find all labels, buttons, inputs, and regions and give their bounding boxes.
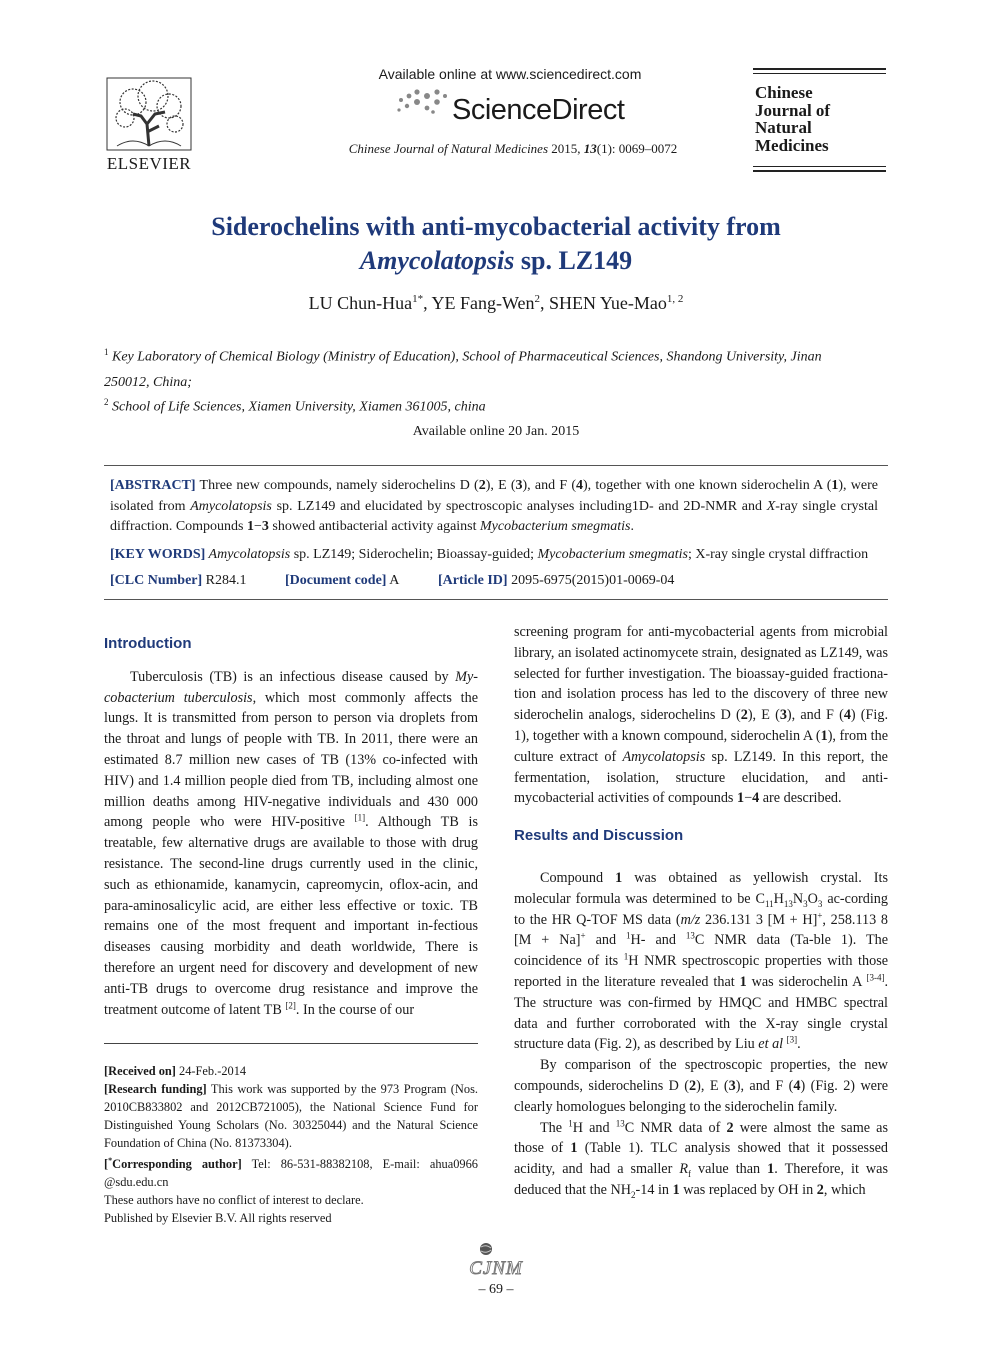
sciencedirect-dots-icon xyxy=(393,86,453,116)
cjnm-logo xyxy=(456,1240,536,1280)
cjnm-logo-text: CJNM xyxy=(469,1258,523,1279)
journal-name: Chinese Journal of Natural Medicines xyxy=(755,83,831,155)
results-paragraph-1: Compound 1 was obtained as yellowish crystal. Its molecular formula was determined to be $C_{11}H_{13}N_3O_3$ ac-cording to the HR Q-TOF MS data (m/z 236.131 3 [M + H]+, 258.113 8 [M + Na]+ and $^1$H- and $^{13}$C NMR data (Ta-ble 1). The coincidence of its $^1$H NMR spectroscopic properties with those reported in the literature revealed that 1 was siderochelin A [3-4]. The structure was con-firmed by HMQC and HMBC spectral data and further corroborated with the X-ray single crystal structure data (Fig. 2), as described by Liu et al [3]. xyxy=(514,869,889,1053)
results-paragraph-3: The $^1$H and $^{13}$C NMR data of 2 were almost the same as those of 1 (Table 1). TLC analysis showed that it possessed acidity, and had a smaller $R_f$ value than 1. Therefore, it was deduced that the $NH_2-14$ in 1 was replaced by OH in 2, which xyxy=(514,1117,888,1200)
research-funding: [Research funding] This work was supported by the 973 Program (Nos. 2010CB833802 and 2012CB721005), the National Science Fund for Distinguished Young Scholars (No. 30325044) and the Natural Science Foundation of China (No. 81373304). xyxy=(104,1082,478,1150)
affiliation-2: $^2$ School of Life Sciences, Xiamen University, Xiamen 361005, china xyxy=(104,397,486,415)
globe-icon xyxy=(480,1243,492,1255)
citation-journal: Chinese Journal of Natural Medicines xyxy=(348,141,549,156)
left-column xyxy=(104,634,478,1020)
results-paragraph-2: By comparison of the spectroscopic properties, the new compounds, siderochelins D (2), E (3), and F (4) (Fig. 2) were clearly homologues belonging to the siderochelin family. xyxy=(514,1057,889,1115)
citation-volume: 13 xyxy=(583,141,597,156)
author-list: LU Chun-Hua$^{1*}$, YE Fang-Wen$^2$, SHEN Yue-Mao$^{1, 2}$ xyxy=(308,293,684,313)
journal-name-box xyxy=(753,68,886,172)
article-title: Siderochelins with anti-mycobacterial activity from Amycolatopsis sp. LZ149 xyxy=(211,212,781,275)
received-date: [Received on] 24-Feb.-2014 xyxy=(104,1064,247,1078)
page-number: – 69 – xyxy=(478,1282,514,1297)
document-code: [Document code] A xyxy=(285,573,400,588)
available-online-url[interactable]: Available online at www.sciencedirect.com xyxy=(378,66,642,82)
available-online-date: Available online 20 Jan. 2015 xyxy=(412,424,580,439)
article-id: [Article ID] 2095-6975(2015)01-0069-04 xyxy=(438,573,675,588)
footnotes xyxy=(104,1062,478,1227)
elsevier-wordmark: ELSEVIER xyxy=(106,154,192,173)
tree-icon xyxy=(103,74,195,154)
keywords: [KEY WORDS] Amycolatopsis sp. LZ149; Siderochelin; Bioassay-guided; Mycobacterium smegmatis; X-ray single crystal diffraction xyxy=(110,547,869,562)
corresponding-author: [*Corresponding author] Tel: 86-531-88382108, E-mail: ahua0966 @sdu.edu.cn xyxy=(104,1156,478,1190)
abstract: [ABSTRACT] Three new compounds, namely siderochelins D (2), E (3), and F (4), together with one known siderochelin A (1), were isolated from Amycolatopsis sp. LZ149 and elucidated by spectroscopic analyses including1D- and 2D-NMR and X-ray single crystal diffraction. Compounds 1−3 showed antibacterial activity against Mycobacterium smegmatis. xyxy=(110,478,878,534)
sciencedirect-wordmark: ScienceDirect xyxy=(452,94,625,126)
abstract-top-rule xyxy=(104,465,888,466)
intro-continuation: screening program for anti-mycobacterial agents from microbial library, an isolated actinomycete strain, designated as LZ149, was selected for further investigation. The bioassay-guided fractiona-tion and isolation process has led to the discovery of three new siderochelin analogs, siderochelins D (2), E (3), and F (4) (Fig. 1), together with a known compound, siderochelin A (1), from the culture extract of Amycolatopsis sp. LZ149. In this report, the fermentation, isolation, structure elucidation, and anti-mycobacterial activities of compounds 1−4 are described. xyxy=(514,624,888,807)
intro-paragraph: Tuberculosis (TB) is an infectious disease caused by My-cobacterium tuberculosis, which most commonly affects the lungs. It is transmitted from person to person via droplets from the throat and lungs of people with TB. In 2011, there were an estimated 8.7 million new cases of TB (13% co-infected with HIV) and 1.4 million people died from TB, including almost one million deaths among HIV-negative individuals and 430 000 among people who were HIV-positive [1]. Although TB is treatable, few alternative drugs are available to those with drug resistance. The second-line drugs currently used in the clinic, such as ethionamide, kanamycin, capreomycin, oflox-acin, and para-aminosalicylic acid, are either less effective or toxic. TB remains one of the most frequent and important in-fectious diseases causing morbidity and death worldwide, There is therefore an urgent need for discovery and development of new anti-TB drugs to overcome drug resistance and improve the treatment outcome of latent TB [2]. In the course of our xyxy=(104,668,478,1018)
clc-number: [CLC Number] R284.1 xyxy=(110,573,247,588)
right-column xyxy=(514,622,888,1201)
citation-year: 2015, xyxy=(548,141,584,156)
conflict-statement: These authors have no conflict of interest to declare. xyxy=(104,1193,364,1208)
footnote-rule xyxy=(104,1043,478,1044)
publisher-statement: Published by Elsevier B.V. All rights reserved xyxy=(104,1211,332,1226)
journal-citation xyxy=(300,141,726,157)
affiliation-1: $^1$ Key Laboratory of Chemical Biology (Ministry of Education), School of Pharmaceutical Sciences, Shandong University, Jinan 250012, China; xyxy=(104,347,822,390)
results-heading: Results and Discussion xyxy=(514,827,684,845)
abstract-bottom-rule xyxy=(104,599,888,600)
introduction-heading: Introduction xyxy=(104,635,192,652)
citation-pages: (1): 0069–0072 xyxy=(596,141,678,156)
